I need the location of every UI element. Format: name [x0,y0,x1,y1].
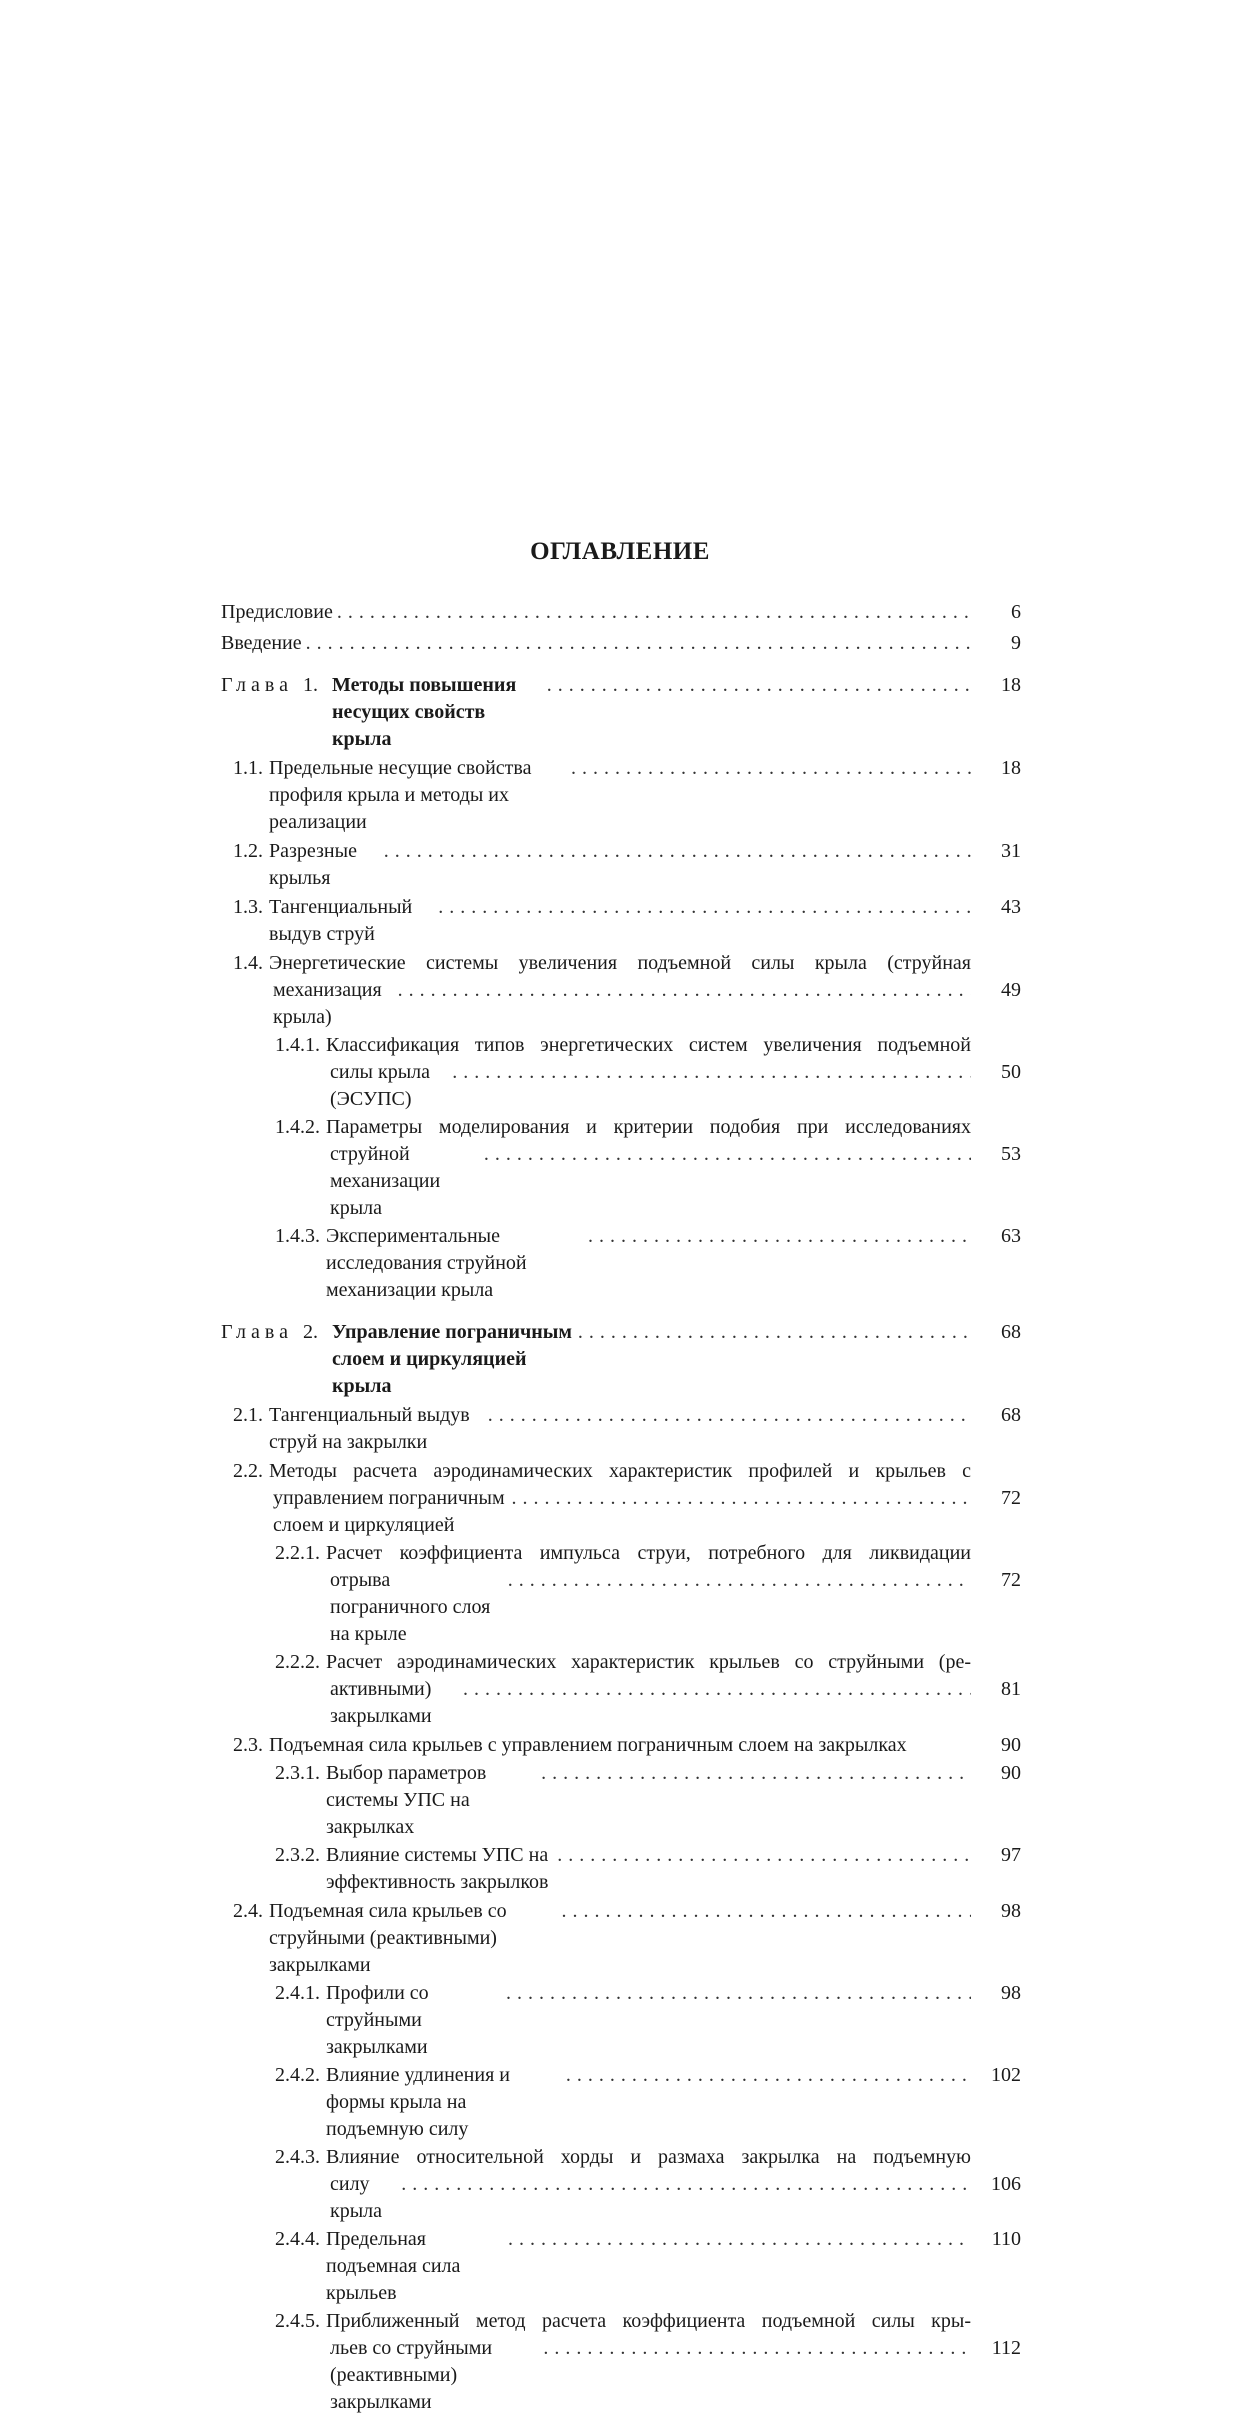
toc-page-number: 49 [1001,979,1021,1001]
dot-leader [452,1059,971,1086]
toc-subsection-2-3-1[interactable] [221,1760,1021,1841]
dot-leader [306,630,971,657]
subsection-title-line1: Расчет аэродинамических характеристик крыльев со струйными (ре- [326,1651,971,1673]
dot-leader [438,894,971,921]
subsection-title: Профили со струйными закрылками [326,1982,429,2058]
toc-subsection-2-2-1[interactable] [221,1540,1021,1648]
subsection-title: Влияние системы УПС на эффективность закрылков [326,1844,549,1893]
subsection-number: 1.4.3. [275,1225,320,1247]
toc-page-number: 50 [1001,1061,1021,1083]
chapter-title: Управление пограничным слоем и циркуляцией крыла [331,1321,573,1397]
section-title-line1: Методы расчета аэродинамических характеристик профилей и крыльев с [269,1460,971,1482]
chapter-title: Методы повышения несущих свойств крыла [331,674,517,750]
toc-entry-vvedenie[interactable] [221,630,1021,657]
toc-page-number: 106 [991,2173,1021,2195]
toc-page-number: 72 [1001,1569,1021,1591]
subsection-title: Экспериментальные исследования струйной механизации крыла [326,1225,527,1301]
toc-section-1-1[interactable] [221,755,1021,836]
subsection-number: 2.2.1. [275,1542,320,1564]
toc-subsection-2-4-4[interactable] [221,2226,1021,2307]
section-number: 2.4. [233,1900,263,1922]
toc-chapter-1[interactable] [221,672,1021,753]
section-title-line2: управлением пограничным слоем и циркуляцией [273,1487,505,1536]
chapter-prefix: Глава [221,1321,293,1343]
subsection-number: 2.3.1. [275,1762,320,1784]
toc-subsection-2-2-2[interactable] [221,1649,1021,1730]
toc-page-number: 90 [1001,1762,1021,1784]
section-number: 1.1. [233,757,263,779]
subsection-title-line2: силы крыла (ЭСУПС) [330,1061,431,1110]
toc-section-2-1[interactable] [221,1402,1021,1456]
dot-leader [588,1223,971,1250]
toc-page-number: 43 [1001,896,1021,918]
subsection-number: 1.4.2. [275,1116,320,1138]
toc-page-number: 72 [1001,1487,1021,1509]
subsection-number: 2.4.4. [275,2228,320,2250]
toc-page-number: 68 [1001,1404,1021,1426]
subsection-title-line2: отрыва пограничного слоя на крыле [330,1569,491,1645]
section-title: Разрезные крылья [269,840,357,889]
section-title-line1: Энергетические системы увеличения подъемной силы крыла (струйная [269,952,971,974]
toc-page-number: 98 [1001,1900,1021,1922]
toc-subsection-1-4-1[interactable] [221,1032,1021,1113]
dot-leader [508,1567,971,1594]
subsection-title: Влияние удлинения и формы крыла на подъемную силу [326,2064,510,2140]
toc-page-number: 112 [991,2337,1021,2359]
subsection-title-line1: Расчет коэффициента импульса струи, потребного для ликвидации [326,1542,971,1564]
dot-leader [463,1676,971,1703]
section-number: 1.2. [233,840,263,862]
toc-page-number: 31 [1001,840,1021,862]
section-number: 2.2. [233,1460,263,1482]
toc-subsection-2-3-2[interactable] [221,1842,1021,1896]
toc-subsection-1-4-3[interactable] [221,1223,1021,1304]
toc-section-2-4[interactable] [221,1898,1021,1979]
toc-subsection-1-4-2[interactable] [221,1114,1021,1222]
section-title: Подъемная сила крыльев со струйными (реактивными) закрылками [269,1900,507,1976]
subsection-title-line2: льев со струйными (реактивными) закрылками [330,2337,493,2413]
toc-entry-text: Введение [221,632,302,654]
toc-section-1-4[interactable] [221,950,1021,1031]
toc-subsection-2-4-2[interactable] [221,2062,1021,2143]
dot-leader [512,1485,971,1512]
subsection-number: 2.3.2. [275,1844,320,1866]
subsection-title-line1: Влияние относительной хорды и размаха закрылка на подъемную [326,2146,971,2168]
subsection-number: 2.4.2. [275,2064,320,2086]
toc-page-number: 63 [1001,1225,1021,1247]
toc-page-number: 6 [1011,601,1021,623]
section-number: 1.4. [233,952,263,974]
chapter-number: 1. [302,674,318,696]
subsection-title-line2: активными) закрылками [330,1678,432,1727]
section-title: Тангенциальный выдув струй на закрылки [269,1404,470,1453]
toc-subsection-2-4-1[interactable] [221,1980,1021,2061]
toc-page-number: 98 [1001,1982,1021,2004]
section-title: Тангенциальный выдув струй [269,896,413,945]
subsection-number: 2.4.5. [275,2310,320,2332]
toc-section-1-3[interactable] [221,894,1021,948]
toc-page-number: 18 [1001,674,1021,696]
toc-subsection-2-4-3[interactable] [221,2144,1021,2225]
toc-page-number: 9 [1011,632,1021,654]
section-number: 1.3. [233,896,263,918]
chapter-number: 2. [302,1321,318,1343]
section-number: 2.3. [233,1734,263,1756]
dot-leader [557,1842,971,1869]
toc-chapter-2[interactable] [221,1319,1021,1400]
toc-section-1-2[interactable] [221,838,1021,892]
subsection-title-line1: Параметры моделирования и критерии подобия при исследованиях [326,1116,971,1138]
table-of-contents [221,595,1021,2417]
toc-section-2-2[interactable] [221,1458,1021,1539]
subsection-title: Выбор параметров системы УПС на закрылках [326,1762,487,1838]
dot-leader [571,755,971,782]
section-number: 2.1. [233,1404,263,1426]
toc-page-number: 68 [1001,1321,1021,1343]
toc-page-number: 102 [991,2064,1021,2086]
subsection-title-line2: силу крыла [330,2173,383,2222]
toc-entry-predislovie[interactable] [221,599,1021,626]
dot-leader [337,599,971,626]
toc-page-number: 53 [1001,1143,1021,1165]
dot-leader [508,2226,971,2253]
dot-leader [401,2171,971,2198]
subsection-title-line1: Классификация типов энергетических систем увеличения подъемной [326,1034,971,1056]
dot-leader [484,1141,971,1168]
dot-leader [384,838,971,865]
subsection-title: Предельная подъемная сила крыльев [326,2228,461,2304]
toc-page-number: 110 [991,2228,1021,2250]
toc-page-number: 81 [1001,1678,1021,1700]
toc-page-number: 97 [1001,1844,1021,1866]
dot-leader [562,1898,971,1925]
toc-page-number: 90 [1001,1734,1021,1756]
dot-leader [578,1319,971,1346]
dot-leader [488,1402,971,1429]
section-title-line2: механизация крыла) [273,979,382,1028]
subsection-title-line2: струйной механизации крыла [330,1143,441,1219]
dot-leader [543,2335,971,2362]
dot-leader [398,977,971,1004]
dot-leader [566,2062,971,2089]
subsection-number: 1.4.1. [275,1034,320,1056]
section-title: Предельные несущие свойства профиля крыла и методы их реализации [269,757,532,833]
page-title: ОГЛАВЛЕНИЕ [530,538,710,565]
chapter-prefix: Глава [221,674,293,696]
dot-leader [506,1980,971,2007]
section-title: Подъемная сила крыльев с управлением пограничным слоем на закрылках [269,1734,907,1756]
subsection-number: 2.4.3. [275,2146,320,2168]
dot-leader [547,672,971,699]
subsection-title-line1: Приближенный метод расчета коэффициента подъемной силы кры- [326,2310,971,2332]
subsection-number: 2.4.1. [275,1982,320,2004]
toc-subsection-2-4-5[interactable] [221,2308,1021,2416]
toc-page-number: 18 [1001,757,1021,779]
subsection-number: 2.2.2. [275,1651,320,1673]
dot-leader [541,1760,971,1787]
toc-entry-text: Предисловие [221,601,333,623]
